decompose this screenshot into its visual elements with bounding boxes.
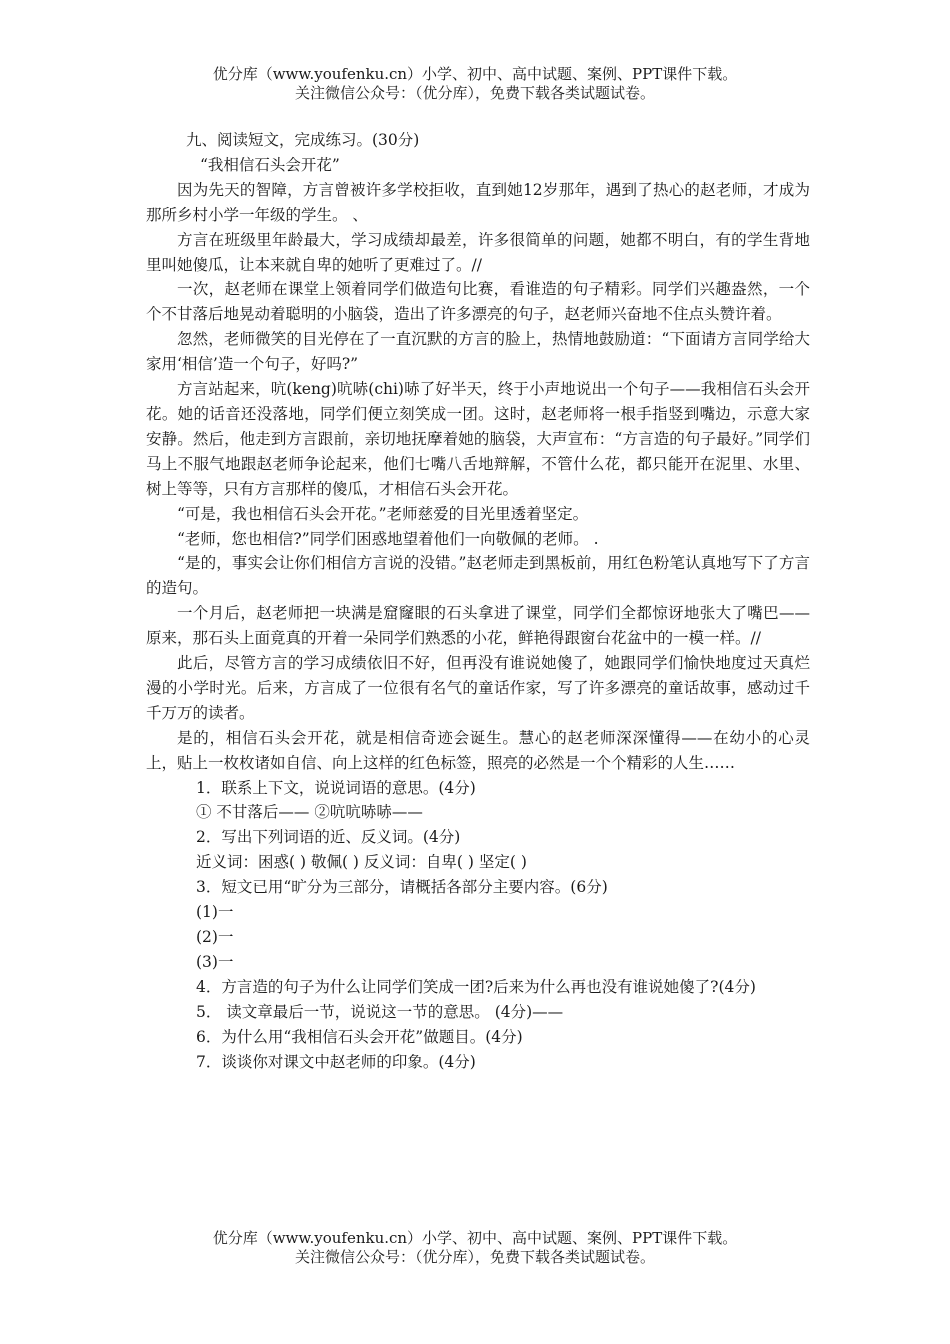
- paragraph: 此后，尽管方言的学习成绩依旧不好，但再没有谁说她傻了，她跟同学们愉快地度过天真烂漫的小学时光。后来，方言成了一位很有名气的童话作家，写了许多漂亮的童话故事，感动过千千万万的读者。: [146, 654, 810, 722]
- question-5: 5． 读文章最后一节，说说这一节的意思。 (4分)——: [196, 1002, 564, 1021]
- paragraph: 一次，赵老师在课堂上领着同学们做造句比赛，看谁造的句子精彩。同学们兴趣盎然，一个个不甘落后地晃动着聪明的小脑袋，造出了许多漂亮的句子，赵老师兴奋地不住点头赞许着。: [146, 280, 810, 324]
- question-3: 3．短文已用“旷分为三部分，请概括各部分主要内容。(6分): [196, 878, 608, 897]
- paragraph: “可是，我也相信石头会开花。”老师慈爱的目光里透着坚定。: [177, 504, 589, 523]
- paragraph: 一个月后，赵老师把一块满是窟窿眼的石头拿进了课堂，同学们全都惊讶地张大了嘴巴——原来，那石头上面竟真的开着一朵同学们熟悉的小花，鲜艳得跟窗台花盆中的一模一样。//: [146, 604, 810, 648]
- question-4: 4．方言造的句子为什么让同学们笑成一团?后来为什么再也没有谁说她傻了?(4分): [196, 977, 756, 996]
- question-2: 2．写出下列词语的近、反义词。(4分): [196, 828, 461, 847]
- question-3-part-2: (2)一: [196, 928, 234, 946]
- paragraph: 方言在班级里年龄最大，学习成绩却最差，许多很简单的问题，她都不明白，有的学生背地里叫她傻瓜，让本来就自卑的她听了更难过了。//: [146, 230, 810, 274]
- paragraph: “是的，事实会让你们相信方言说的没错。”赵老师走到黑板前，用红色粉笔认真地写下了方言的造句。: [146, 554, 810, 598]
- header-line-1: 优分库（www.youfenku.cn）小学、初中、高中试题、案例、PPT课件下载。: [212, 65, 738, 83]
- question-3-part-1: (1)一: [196, 903, 234, 922]
- document-body: [146, 128, 810, 1074]
- page-footer: [0, 1229, 950, 1267]
- question-3-part-3: (3)一: [196, 952, 234, 971]
- question-7: 7．谈谈你对课文中赵老师的印象。(4分): [196, 1052, 476, 1071]
- header-line-2: 关注微信公众号：（优分库），免费下载各类试题试卷。: [294, 84, 655, 102]
- paragraph: “老师，您也相信?”同学们困惑地望着他们一向敬佩的老师。 .: [177, 529, 599, 548]
- question-1-items: ① 不甘落后—— ②吭吭哧哧——: [196, 803, 423, 822]
- paragraph: 因为先天的智障，方言曾被许多学校拒收，直到她12岁那年，遇到了热心的赵老师，才成为那所乡村小学一年级的学生。 、: [146, 180, 810, 224]
- question-1: 1．联系上下文，说说词语的意思。(4分): [196, 778, 476, 797]
- question-2-items: 近义词：困惑( ) 敬佩( ) 反义词：自卑( ) 坚定( ): [196, 853, 527, 872]
- page-header: [0, 65, 950, 103]
- section-title: 九、阅读短文，完成练习。(30分): [186, 131, 420, 149]
- paragraph: 方言站起来，吭(keng)吭哧(chi)哧了好半天，终于小声地说出一个句子——我相信石头会开花。她的话音还没落地，同学们便立刻笑成一团。这时，赵老师将一根手指竖到嘴边，示意大家安静。然后，他走到方言跟前，亲切地抚摩着她的脑袋，大声宣布：“方言造的句子最好。”同学们马上不服气地跟赵老师争论起来，他们七嘴八舌地辩解，不管什么花，都只能开在泥里、水里、树上等等，只有方言那样的傻瓜，才相信石头会开花。: [146, 380, 810, 498]
- paragraph: 忽然，老师微笑的目光停在了一直沉默的方言的脸上，热情地鼓励道：“下面请方言同学给大家用‘相信’造一个句子，好吗?”: [146, 330, 810, 374]
- footer-line-1: 优分库（www.youfenku.cn）小学、初中、高中试题、案例、PPT课件下载。: [212, 1229, 738, 1247]
- story-title: “我相信石头会开花”: [200, 155, 340, 174]
- footer-line-2: 关注微信公众号：（优分库），免费下载各类试题试卷。: [294, 1248, 655, 1266]
- paragraph: 是的，相信石头会开花，就是相信奇迹会诞生。慧心的赵老师深深懂得——在幼小的心灵上，贴上一枚枚诸如自信、向上这样的红色标签，照亮的必然是一个个精彩的人生……: [146, 728, 810, 772]
- question-6: 6．为什么用“我相信石头会开花”做题目。(4分): [196, 1027, 523, 1046]
